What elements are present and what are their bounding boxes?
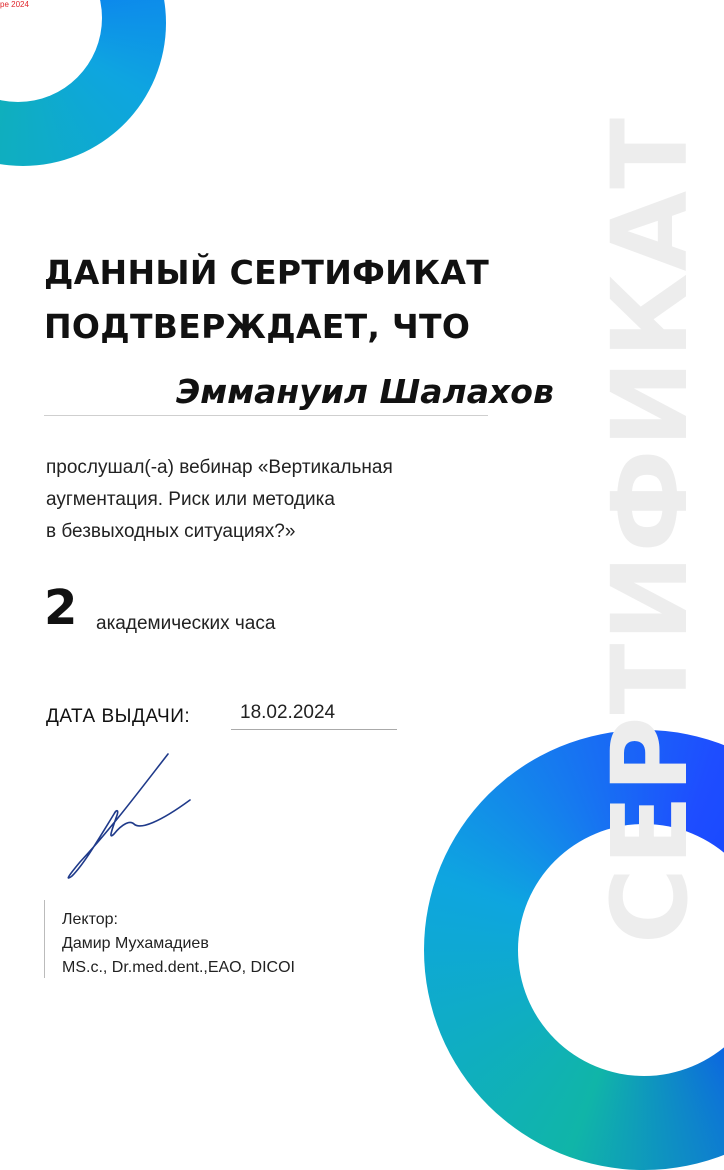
issue-date-label: ДАТА ВЫДАЧИ: [46,706,191,727]
lector-divider [44,900,45,978]
heading-line-1: ДАННЫЙ СЕРТИФИКАТ [44,253,490,292]
lector-block [62,908,295,980]
corner-date-stamp: ре 2024 [0,0,29,9]
description-line-3: в безвыходных ситуациях?» [46,521,296,542]
heading-line-2: ПОДТВЕРЖДАЕТ, ЧТО [44,307,471,346]
certificate-watermark: СЕРТИФИКАТ [589,115,711,945]
lector-title: Лектор: [62,911,118,928]
recipient-name: Эммануил Шалахов [176,372,554,411]
description-line-1: прослушал(-а) вебинар «Вертикальная [46,457,393,478]
course-description [46,452,526,548]
recipient-underline [44,415,488,416]
description-line-2: аугментация. Риск или методика [46,489,335,510]
issue-date-underline [231,729,397,730]
issue-date-value: 18.02.2024 [240,702,336,723]
hours-value: 2 [44,580,78,636]
lector-name: Дамир Мухамадиев [62,935,209,952]
certificate-heading [44,246,489,354]
lector-credentials: MS.c., Dr.med.dent.,EAO, DICOI [62,959,295,976]
signature-image [50,750,210,890]
hours-label: академических часа [96,613,276,634]
